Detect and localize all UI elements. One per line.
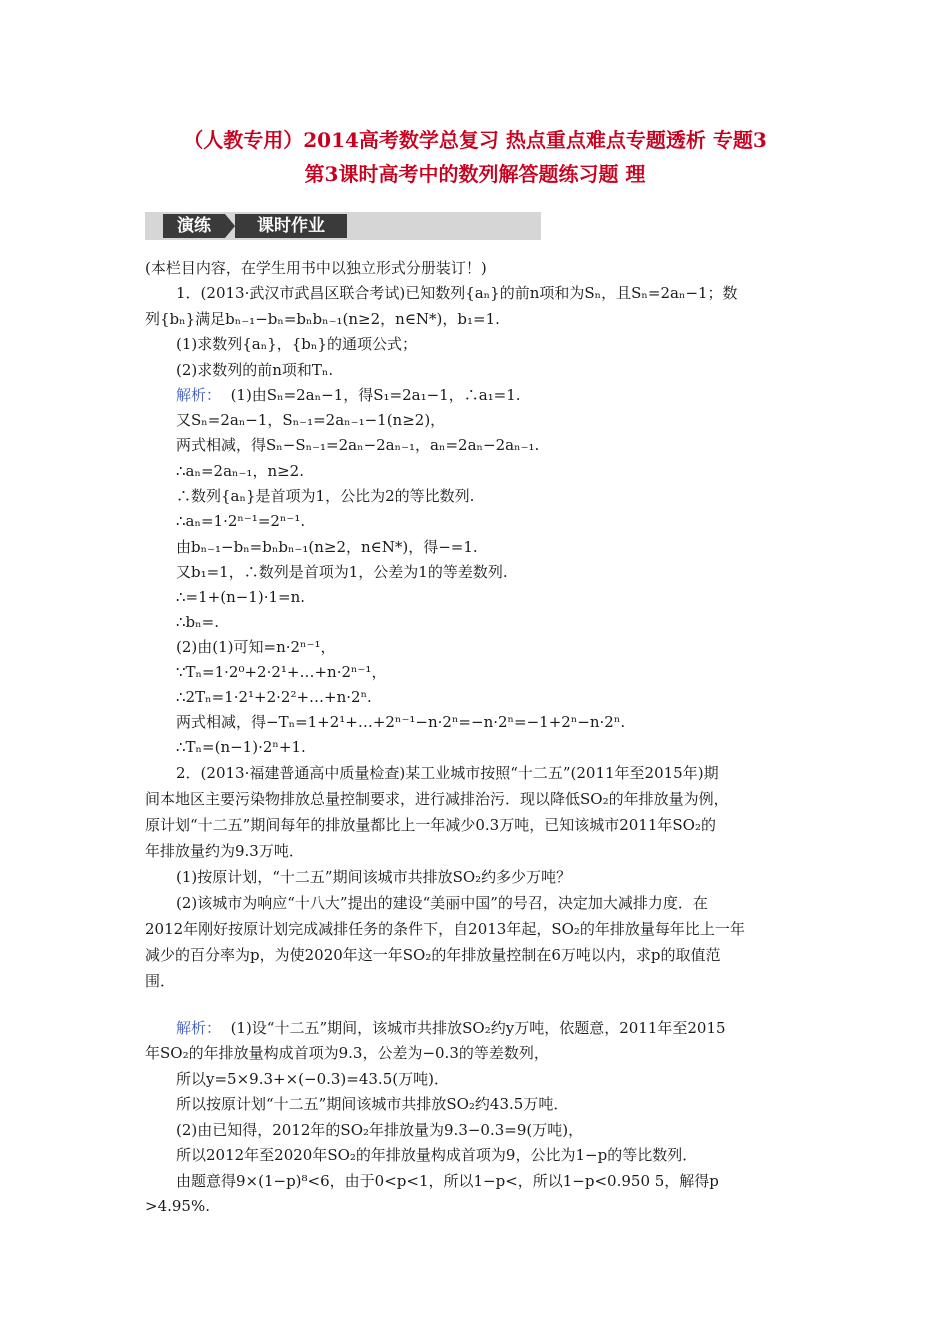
problem-1-question-2: (2)求数列的前n项和Tₙ.	[176, 361, 334, 379]
problem-1-stem-line-2: 列{bₙ}满足bₙ₋₁−bₙ=bₙbₙ₋₁(n≥2，n∈N*)，b₁=1.	[145, 310, 500, 328]
problem-2-analysis-line-0	[176, 1018, 726, 1038]
problem-2-question-2-line-3: 减少的百分率为p，为使2020年这一年SO₂的年排放量控制在6万吨以内，求p的取值范	[145, 946, 721, 964]
problem-2-analysis-line-6: >4.95%.	[145, 1197, 210, 1215]
problem-1-analysis-line-7: 又b₁=1，∴数列是首项为1，公差为1的等差数列.	[176, 563, 508, 581]
banner-label-homework: 课时作业	[235, 214, 347, 238]
problem-2-analysis-line-2: 所以按原计划“十二五”期间该城市共排放SO₂约43.5万吨．	[176, 1095, 569, 1113]
problem-1-analysis-line-14: ∴Tₙ=(n−1)·2ⁿ+1.	[176, 738, 306, 756]
binding-note: (本栏目内容，在学生用书中以独立形式分册装订！)	[145, 259, 487, 277]
problem-1-analysis-line-2: 两式相减，得Sₙ−Sₙ₋₁=2aₙ−2aₙ₋₁，aₙ=2aₙ−2aₙ₋₁.	[176, 436, 540, 454]
problem-1-analysis-line-1: 又Sₙ=2aₙ−1，Sₙ₋₁=2aₙ₋₁−1(n≥2)，	[176, 411, 446, 429]
problem-2-analysis-text-0: (1)设“十二五”期间，该城市共排放SO₂约y万吨，依题意，2011年至2015	[230, 1019, 726, 1037]
banner-label-practice: 演练	[163, 214, 225, 238]
problem-1-analysis-line-6: 由bₙ₋₁−bₙ=bₙbₙ₋₁(n≥2，n∈N*)，得−=1.	[176, 538, 478, 556]
problem-2-analysis-line-1: 所以y=5×9.3+×(−0.3)=43.5(万吨)．	[176, 1070, 449, 1088]
analysis-label: 解析：	[176, 1019, 222, 1037]
problem-1-analysis-line-12: ∴2Tₙ=1·2¹+2·2²+…+n·2ⁿ.	[176, 688, 372, 706]
problem-2-stem-line-3: 原计划“十二五”期间每年的排放量都比上一年减少0.3万吨，已知该城市2011年SO₂的	[145, 816, 716, 834]
problem-2-stem-line-4: 年排放量约为9.3万吨．	[145, 842, 304, 860]
problem-2-question-2-line-4: 围．	[145, 972, 176, 990]
problem-1-analysis-line-10: (2)由(1)可知=n·2ⁿ⁻¹，	[176, 638, 336, 656]
problem-1-stem-line-1: 1．(2013·武汉市武昌区联合考试)已知数列{aₙ}的前n项和为Sₙ，且Sₙ=2aₙ−1；数	[176, 284, 738, 302]
analysis-label: 解析：	[176, 386, 222, 404]
problem-1-analysis-line-9: ∴bₙ=.	[176, 613, 219, 631]
problem-1-analysis-line-3: ∴aₙ=2aₙ₋₁，n≥2.	[176, 462, 304, 480]
problem-1-analysis-line-13: 两式相减，得−Tₙ=1+2¹+…+2ⁿ⁻¹−n·2ⁿ=−n·2ⁿ=−1+2ⁿ−n·2ⁿ.	[176, 713, 626, 731]
problem-2-stem-line-1: 2．(2013·福建普通高中质量检查)某工业城市按照“十二五”(2011年至2015年)期	[176, 764, 719, 782]
problem-1-analysis-line-11: ∵Tₙ=1·2⁰+2·2¹+…+n·2ⁿ⁻¹，	[176, 663, 387, 681]
problem-2-question-1: (1)按原计划，“十二五”期间该城市共排放SO₂约多少万吨？	[176, 868, 572, 886]
problem-1-question-1: (1)求数列{aₙ}，{bₙ}的通项公式；	[176, 335, 417, 353]
document-title-line-2: 第3课时高考中的数列解答题练习题 理	[304, 162, 646, 186]
problem-1-analysis-line-0	[176, 385, 521, 405]
problem-2-question-2-line-1: (2)该城市为响应“十八大”提出的建设“美丽中国”的号召，决定加大减排力度．在	[176, 894, 708, 912]
problem-2-analysis-line-5: 由题意得9×(1−p)⁸<6，由于0<p<1，所以1−p<，所以1−p<0.950 5，解得p	[176, 1172, 719, 1190]
section-banner	[145, 212, 541, 240]
problem-1-analysis-line-5: ∴aₙ=1·2ⁿ⁻¹=2ⁿ⁻¹.	[176, 512, 306, 530]
problem-2-analysis-line-3: (2)由已知得，2012年的SO₂年排放量为9.3−0.3=9(万吨)，	[176, 1121, 584, 1139]
problem-2-question-2-line-2: 2012年刚好按原计划完成减排任务的条件下，自2013年起，SO₂的年排放量每年比上一年	[145, 920, 745, 938]
problem-2-stem-line-2: 间本地区主要污染物排放总量控制要求，进行减排治污．现以降低SO₂的年排放量为例，	[145, 790, 729, 808]
problem-2-analysis-line-4: 所以2012年至2020年SO₂的年排放量构成首项为9，公比为1−p的等比数列．	[176, 1146, 698, 1164]
problem-1-analysis-line-4: ∴数列{aₙ}是首项为1，公比为2的等比数列.	[176, 487, 475, 505]
problem-1-analysis-line-8: ∴=1+(n−1)·1=n.	[176, 588, 306, 606]
document-title-line-1: （人教专用）2014高考数学总复习 热点重点难点专题透析 专题3	[183, 128, 767, 152]
problem-2-analysis-line-0b: 年SO₂的年排放量构成首项为9.3，公差为−0.3的等差数列，	[145, 1044, 549, 1062]
problem-1-analysis-text-0: (1)由Sₙ=2aₙ−1，得S₁=2a₁−1，∴a₁=1.	[230, 386, 521, 404]
banner-arrow-icon	[225, 214, 235, 238]
